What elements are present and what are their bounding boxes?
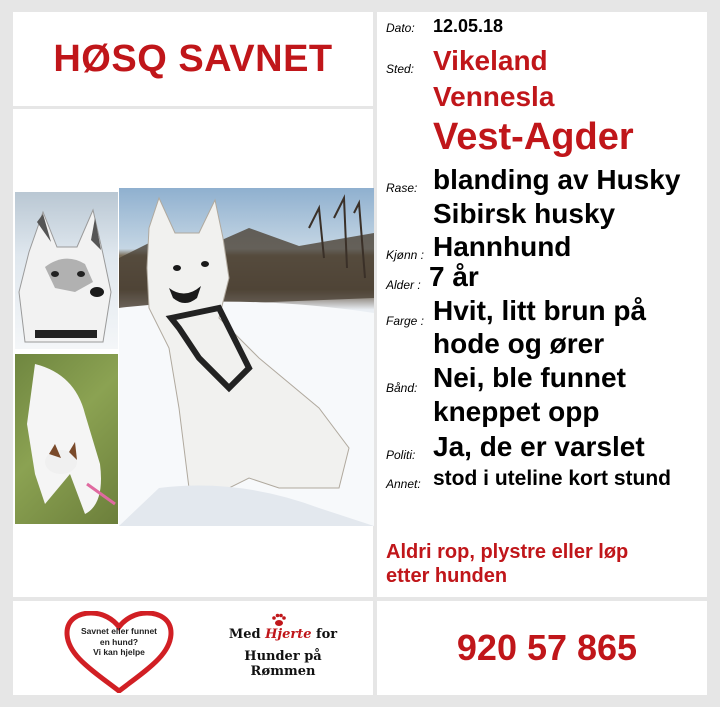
date-label: Dato: [386,21,415,35]
breed-line2: Sibirsk husky [433,198,616,229]
brand-line1 [218,627,348,642]
sex-label: Kjønn : [386,248,425,262]
heart-text [71,626,167,658]
place-line1: Vikeland [433,45,548,76]
color-line1: Hvit, litt brun på [433,295,647,326]
band-line2: kneppet opp [433,396,600,427]
date-value: 12.05.18 [433,16,504,36]
breed-label: Rase: [386,181,418,195]
heart-line3: Vi kan hjelpe [93,647,145,658]
logo-panel [13,601,373,695]
place-label: Sted: [386,62,415,76]
heart-line1: Savnet eller funnet [80,626,158,636]
photo-panel [13,109,373,597]
title-panel [13,12,373,106]
phone-panel [377,601,707,695]
dog-snow-photo [119,188,374,526]
band-label: Bånd: [386,381,418,395]
dog-lying-photo [15,354,118,524]
heart-line2: en hund? [99,636,139,647]
age-label: Alder : [386,278,421,292]
warning-line1: Aldri rop, plystre eller løp [386,541,629,563]
sex-value: Hannhund [433,231,572,262]
poster-title: HØSQ SAVNET [53,37,333,80]
police-label: Politi: [386,448,416,462]
brand-med: Med [228,627,261,642]
warning-text [386,540,628,589]
dog-portrait-photo [15,192,118,349]
info-panel [377,12,707,597]
color-line2: hode og ører [433,328,605,359]
breed-line1: blanding av Husky [433,164,681,195]
police-value: Ja, de er varslet [433,431,645,462]
brand-line2: Hunder på Rømmen [244,649,322,679]
place-line2: Vennesla [433,81,555,112]
age-value: 7 år [429,261,479,292]
brand-hjerte: Hjerte [265,627,312,642]
other-label: Annet: [386,477,421,491]
brand-for: for [316,627,338,642]
color-label: Farge : [386,314,425,328]
warning-line2: etter hunden [386,565,508,588]
phone-number: 920 57 865 [456,627,638,668]
other-value: stod i uteline kort stund [433,467,672,490]
organization-logo [63,611,353,691]
band-line1: Nei, ble funnet [433,362,626,393]
paw-icon [271,613,287,627]
place-line3: Vest-Agder [433,116,634,158]
